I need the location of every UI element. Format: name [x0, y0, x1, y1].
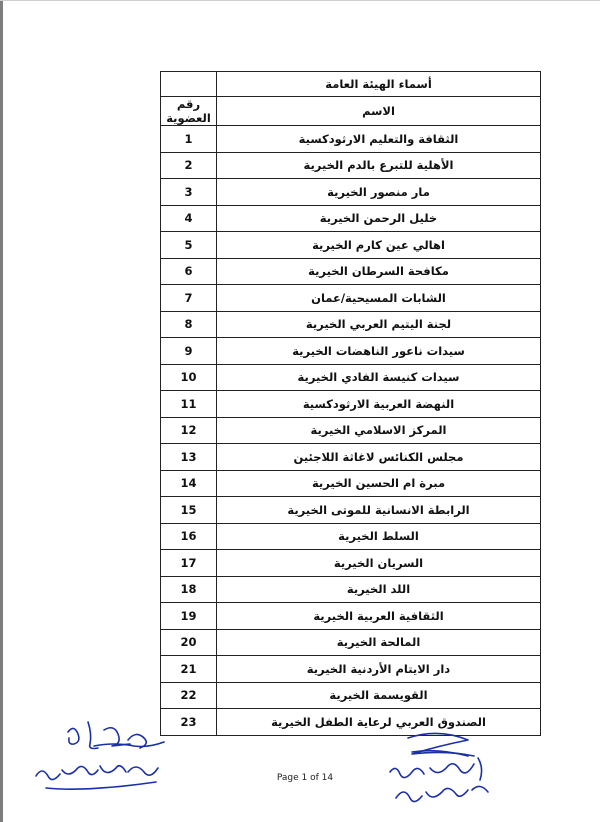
membership-number: 20 — [161, 629, 217, 656]
table-row — [161, 550, 541, 577]
table-row — [161, 576, 541, 603]
table-row — [161, 444, 541, 471]
table-row — [161, 364, 541, 391]
member-name: سيدات كنيسة الفادي الخيرية — [217, 364, 541, 391]
member-name: مار منصور الخيرية — [217, 179, 541, 206]
table-row — [161, 497, 541, 524]
title-empty-cell — [161, 72, 217, 97]
member-name: اهالي عين كارم الخيرية — [217, 232, 541, 259]
membership-number: 1 — [161, 126, 217, 153]
table-row — [161, 523, 541, 550]
membership-number: 2 — [161, 152, 217, 179]
scan-top-edge — [0, 0, 600, 1]
member-name: سيدات ناعور الناهضات الخيرية — [217, 338, 541, 365]
member-name: المركز الاسلامي الخيرية — [217, 417, 541, 444]
table-row — [161, 311, 541, 338]
member-name: النهضة العربية الارثودكسية — [217, 391, 541, 418]
table-row — [161, 338, 541, 365]
table-row — [161, 629, 541, 656]
table-row — [161, 258, 541, 285]
table-row — [161, 417, 541, 444]
membership-number: 18 — [161, 576, 217, 603]
member-name: المالحة الخيرية — [217, 629, 541, 656]
member-name: القويسمة الخيرية — [217, 682, 541, 709]
membership-number: 11 — [161, 391, 217, 418]
member-name: مجلس الكنائس لاغاثة اللاجئين — [217, 444, 541, 471]
table-row — [161, 391, 541, 418]
members-table — [160, 71, 541, 736]
member-name: دار الايتام الأردنية الخيرية — [217, 656, 541, 683]
membership-number: 13 — [161, 444, 217, 471]
scan-left-edge — [0, 0, 3, 822]
table-row — [161, 232, 541, 259]
membership-number: 7 — [161, 285, 217, 312]
membership-number: 5 — [161, 232, 217, 259]
page-footer: Page 1 of 14 — [276, 773, 334, 783]
membership-number: 8 — [161, 311, 217, 338]
membership-number: 6 — [161, 258, 217, 285]
membership-number: 21 — [161, 656, 217, 683]
membership-number: 9 — [161, 338, 217, 365]
membership-number: 10 — [161, 364, 217, 391]
member-name: الرابطة الانسانية للموتى الخيرية — [217, 497, 541, 524]
table-row — [161, 152, 541, 179]
table-row — [161, 285, 541, 312]
member-name: خليل الرحمن الخيرية — [217, 205, 541, 232]
membership-number: 22 — [161, 682, 217, 709]
member-name: اللد الخيرية — [217, 576, 541, 603]
membership-number: 17 — [161, 550, 217, 577]
member-name: السريان الخيرية — [217, 550, 541, 577]
table-row — [161, 470, 541, 497]
membership-number: 3 — [161, 179, 217, 206]
membership-number: 15 — [161, 497, 217, 524]
handwritten-signature-icon — [382, 728, 502, 816]
membership-number: 12 — [161, 417, 217, 444]
member-name: السلط الخيرية — [217, 523, 541, 550]
member-name: مكافحة السرطان الخيرية — [217, 258, 541, 285]
table-row — [161, 603, 541, 630]
membership-number: 14 — [161, 470, 217, 497]
table-row — [161, 179, 541, 206]
membership-number: 4 — [161, 205, 217, 232]
member-name: الأهلية للتبرع بالدم الخيرية — [217, 152, 541, 179]
table-row — [161, 656, 541, 683]
header-row — [161, 97, 541, 126]
member-name: الثقافة والتعليم الارثودكسية — [217, 126, 541, 153]
member-name: الصندوق العربي لرعاية الطفل الخيرية — [217, 709, 541, 736]
column-header-number: رقم العضوية — [161, 97, 217, 126]
table-title: أسماء الهيئة العامة — [217, 72, 541, 97]
table-row — [161, 205, 541, 232]
title-row — [161, 72, 541, 97]
member-name: لجنة اليتيم العربي الخيرية — [217, 311, 541, 338]
membership-number: 23 — [161, 709, 217, 736]
member-name: الثقافية العربية الخيرية — [217, 603, 541, 630]
table-row — [161, 126, 541, 153]
handwritten-signature-icon — [28, 716, 178, 796]
member-name: مبرة ام الحسين الخيرية — [217, 470, 541, 497]
member-name: الشابات المسيحية/عمان — [217, 285, 541, 312]
membership-number: 19 — [161, 603, 217, 630]
membership-number: 16 — [161, 523, 217, 550]
column-header-name: الاسم — [217, 97, 541, 126]
table-row — [161, 682, 541, 709]
